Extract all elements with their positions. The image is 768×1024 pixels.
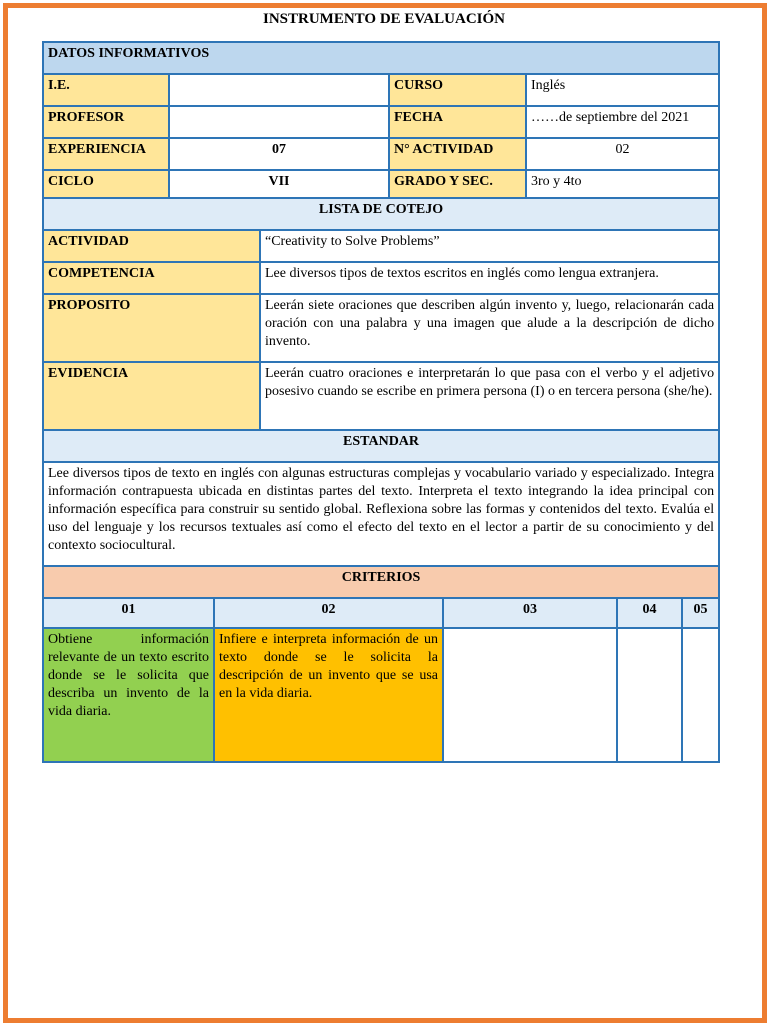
value-ciclo: VII (169, 170, 389, 202)
lista-cotejo-table (42, 197, 720, 763)
criterios-number-row (43, 598, 719, 628)
label-evidencia: EVIDENCIA (43, 362, 260, 430)
label-actividad: ACTIVIDAD (43, 230, 260, 262)
table-row (43, 294, 719, 362)
criterio-03-text (443, 628, 617, 762)
value-curso: Inglés (526, 74, 719, 106)
criterio-number-02: 02 (214, 598, 443, 628)
criterio-number-04: 04 (617, 598, 682, 628)
value-profesor (169, 106, 389, 138)
criterio-number-01: 01 (43, 598, 214, 628)
value-experiencia: 07 (169, 138, 389, 170)
table-row (43, 106, 719, 138)
label-actividad-num: N° ACTIVIDAD (389, 138, 526, 170)
criterio-number-03: 03 (443, 598, 617, 628)
table-row (43, 230, 719, 262)
value-proposito: Leerán siete oraciones que describen algún invento y, luego, relacionarán cada oración con una palabra y una imagen que alude a la descripción de dicho invento. (260, 294, 719, 362)
label-proposito: PROPOSITO (43, 294, 260, 362)
value-fecha: ……de septiembre del 2021 (526, 106, 719, 138)
value-ie (169, 74, 389, 106)
table-row (43, 262, 719, 294)
criterio-04-text (617, 628, 682, 762)
value-actividad-num: 02 (526, 138, 719, 170)
table-row (43, 362, 719, 430)
table-row (43, 138, 719, 170)
value-actividad: “Creativity to Solve Problems” (260, 230, 719, 262)
document-title: INSTRUMENTO DE EVALUACIÓN (263, 11, 505, 27)
criterio-05-text (682, 628, 719, 762)
label-experiencia: EXPERIENCIA (43, 138, 169, 170)
criterios-header: CRITERIOS (43, 566, 719, 598)
label-profesor: PROFESOR (43, 106, 169, 138)
value-grado: 3ro y 4to (526, 170, 719, 202)
estandar-header: ESTANDAR (43, 430, 719, 462)
criterios-description-row (43, 628, 719, 762)
value-competencia: Lee diversos tipos de textos escritos en inglés como lengua extranjera. (260, 262, 719, 294)
estandar-text: Lee diversos tipos de texto en inglés con algunas estructuras complejas y vocabulario variado y especializado. Integra información contrapuesta ubicada en distintas partes del texto. Interpreta el texto integrando la idea principal con información específica para construir su sentido global. Reflexiona sobre las formas y contenidos del texto. Evalúa el uso del lenguaje y los recursos textuales así como el efecto del texto en el lector a partir de su conocimiento y del contexto sociocultural. (43, 462, 719, 566)
value-evidencia: Leerán cuatro oraciones e interpretarán lo que pasa con el verbo y el adjetivo posesivo cuando se escribe en primera persona (I) o en tercera persona (she/he). (260, 362, 719, 430)
label-grado: GRADO Y SEC. (389, 170, 526, 202)
criterio-01-text: Obtiene información relevante de un texto escrito donde se le solicita que describa un invento de la vida diaria. (43, 628, 214, 762)
datos-informativos-header: DATOS INFORMATIVOS (43, 42, 719, 74)
label-competencia: COMPETENCIA (43, 262, 260, 294)
lista-cotejo-header: LISTA DE COTEJO (43, 198, 719, 230)
label-curso: CURSO (389, 74, 526, 106)
label-ciclo: CICLO (43, 170, 169, 202)
criterio-02-text: Infiere e interpreta información de un texto donde se le solicita la descripción de un invento que se usa en la vida diaria. (214, 628, 443, 762)
table-row (43, 74, 719, 106)
criterio-number-05: 05 (682, 598, 719, 628)
label-ie: I.E. (43, 74, 169, 106)
label-fecha: FECHA (389, 106, 526, 138)
datos-informativos-table (42, 41, 720, 203)
